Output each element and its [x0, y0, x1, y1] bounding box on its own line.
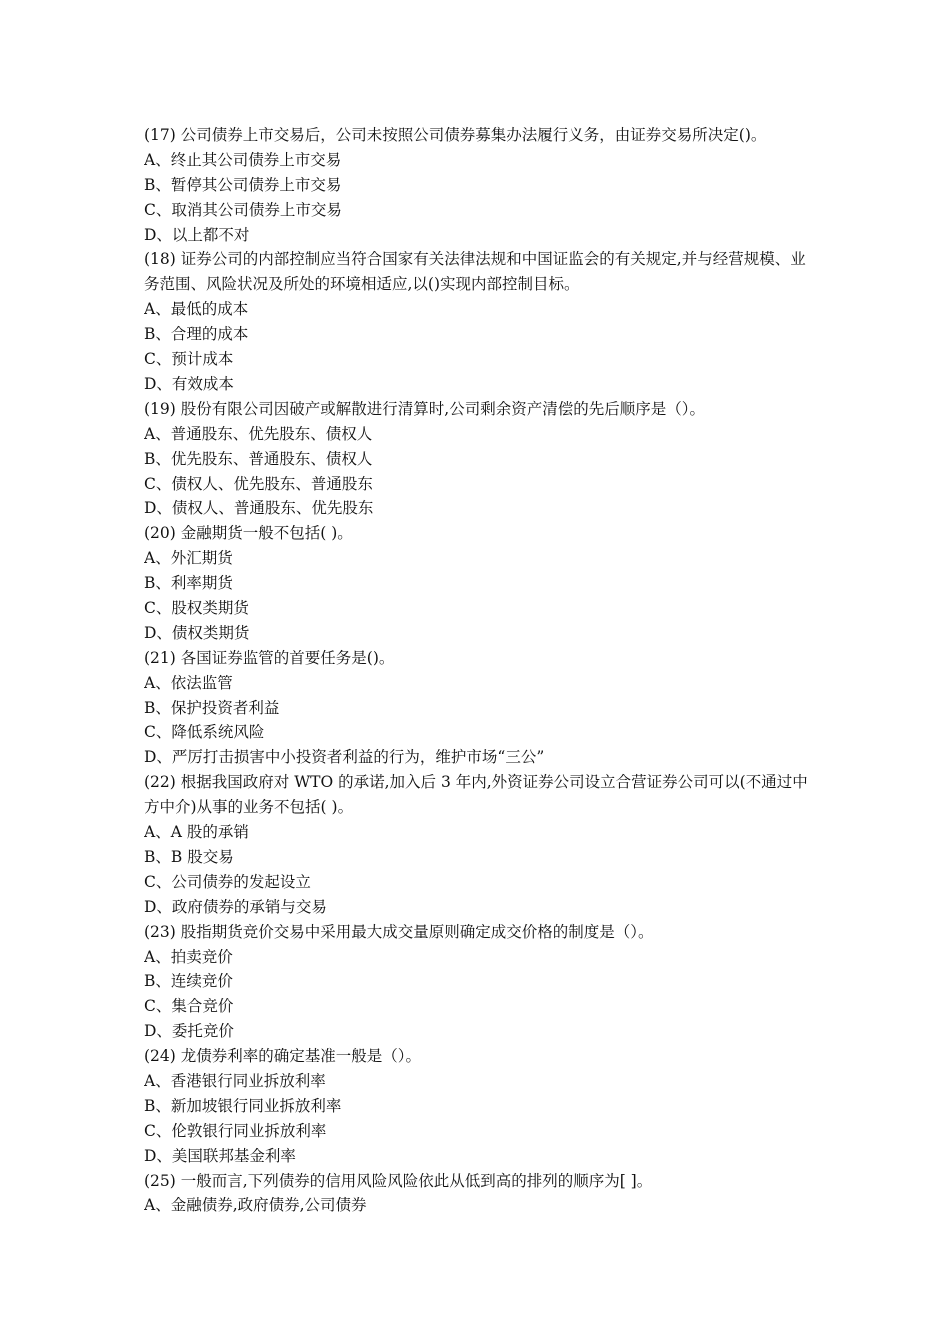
- question-text: 龙债券利率的确定基准一般是（）。: [180, 1047, 422, 1066]
- question-text: 股指期货竞价交易中采用最大成交量原则确定成交价格的制度是（）。: [180, 922, 654, 941]
- question-text: 一般而言,下列债券的信用风险风险依此从低到高的排列的顺序为[ ]。: [180, 1171, 653, 1190]
- option-a: A、香港银行同业拆放利率: [144, 1072, 326, 1090]
- option-d: D、有效成本: [144, 374, 234, 393]
- question-19: [144, 397, 810, 521]
- question-25: [144, 1169, 810, 1219]
- option-d: D、债权类期货: [144, 623, 250, 642]
- question-22: [144, 770, 810, 919]
- option-c: C、预计成本: [144, 350, 234, 369]
- option-b: B、新加坡银行同业拆放利率: [144, 1096, 342, 1115]
- option-c: C、取消其公司债券上市交易: [144, 200, 342, 219]
- option-c: C、降低系统风险: [144, 723, 265, 742]
- question-stem: [144, 1044, 810, 1069]
- question-number: (23): [144, 922, 176, 941]
- question-text: 证券公司的内部控制应当符合国家有关法律法规和中国证监会的有关规定,并与经营规模、业务范围、风险状况及所处的环境相适应,以()实现内部控制目标。: [144, 250, 806, 294]
- option-a: A、拍卖竞价: [144, 947, 233, 966]
- option-b: B、利率期货: [144, 574, 233, 593]
- option-a: A、终止其公司债券上市交易: [144, 150, 342, 169]
- option-b: B、暂停其公司债券上市交易: [144, 175, 342, 194]
- option-b: B、合理的成本: [144, 325, 249, 344]
- question-text: 各国证券监管的首要任务是()。: [180, 648, 395, 667]
- question-text: 股份有限公司因破产或解散进行清算时,公司剩余资产清偿的先后顺序是（）。: [180, 399, 705, 418]
- option-d: D、政府债券的承销与交易: [144, 897, 327, 916]
- question-number: (20): [144, 524, 176, 543]
- option-b: B、优先股东、普通股东、债权人: [144, 449, 373, 468]
- option-c: C、伦敦银行同业拆放利率: [144, 1121, 327, 1140]
- question-number: (19): [144, 399, 176, 418]
- question-text: 公司债券上市交易后，公司未按照公司债券募集办法履行义务，由证券交易所决定()。: [180, 126, 767, 144]
- option-d: D、严厉打击损害中小投资者利益的行为，维护市场“三公”: [144, 748, 545, 767]
- option-c: C、集合竞价: [144, 997, 234, 1016]
- option-c: C、股权类期货: [144, 599, 249, 617]
- question-21: [144, 646, 810, 770]
- question-stem: [144, 123, 810, 148]
- option-a: A、普通股东、优先股东、债权人: [144, 424, 373, 443]
- option-a: A、外汇期货: [144, 549, 233, 568]
- option-c: C、公司债券的发起设立: [144, 872, 311, 891]
- option-c: C、债权人、优先股东、普通股东: [144, 474, 373, 493]
- option-b: B、保护投资者利益: [144, 698, 280, 717]
- question-stem: [144, 1169, 810, 1194]
- option-a: A、最低的成本: [144, 300, 249, 319]
- option-d: D、以上都不对: [144, 225, 250, 244]
- question-text: 根据我国政府对 WTO 的承诺,加入后 3 年内,外资证券公司设立合营证券公司可以(不通过中方中介)从事的业务不包括( )。: [144, 773, 808, 817]
- question-stem: [144, 521, 810, 546]
- question-number: (25): [144, 1171, 176, 1190]
- question-20: [144, 521, 810, 645]
- question-18: [144, 247, 810, 396]
- question-stem: [144, 397, 810, 422]
- option-b: B、连续竞价: [144, 972, 233, 991]
- option-a: A、A 股的承销: [144, 823, 249, 842]
- question-text: 金融期货一般不包括( )。: [180, 524, 353, 543]
- question-number: (18): [144, 250, 176, 269]
- question-stem: [144, 646, 810, 671]
- option-a: A、依法监管: [144, 673, 233, 692]
- question-stem: [144, 920, 810, 945]
- option-d: D、美国联邦基金利率: [144, 1146, 296, 1165]
- question-24: [144, 1044, 810, 1168]
- option-d: D、委托竞价: [144, 1022, 234, 1041]
- option-a: A、金融债券,政府债券,公司债券: [144, 1196, 367, 1215]
- question-number: (21): [144, 648, 176, 667]
- question-23: [144, 920, 810, 1044]
- question-17: [144, 123, 810, 247]
- document-page: [144, 123, 810, 1218]
- option-b: B、B 股交易: [144, 847, 234, 866]
- option-d: D、债权人、普通股东、优先股东: [144, 499, 374, 518]
- question-stem: [144, 247, 810, 297]
- question-number: (17): [144, 126, 176, 144]
- question-number: (22): [144, 773, 176, 792]
- question-stem: [144, 770, 810, 820]
- question-number: (24): [144, 1047, 176, 1066]
